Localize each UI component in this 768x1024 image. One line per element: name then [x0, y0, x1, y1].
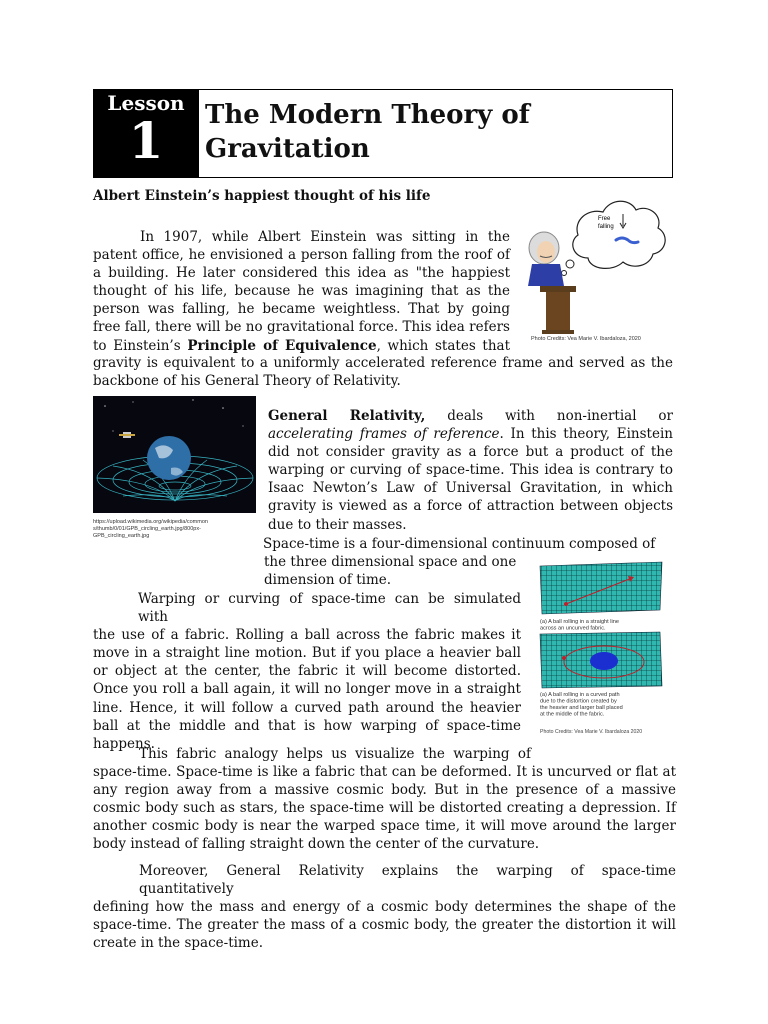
fabric-caption-b-line-1: (a) A ball rolling in a curved path [540, 692, 620, 698]
p1-line-3: a building. He later considered this idea as "the happiest [93, 265, 510, 282]
title-box [199, 89, 673, 178]
earth-caption-line-1: https://upload.wikimedia.org/wikipedia/common [93, 519, 208, 525]
einstein-illustration [518, 190, 678, 350]
paragraph-quantitative [93, 862, 676, 952]
p4-line-1: Warping or curving of space-time can be simulated with [138, 591, 521, 626]
p2-line-1 [268, 407, 673, 425]
p1-line-6: free fall, there will be no gravitational force. This idea refers [93, 319, 510, 336]
fabric-caption-b-line-4: at the middle of the fabric. [540, 711, 605, 718]
paragraph-fabric-analogy [93, 745, 676, 854]
einstein-thought-figure [518, 190, 678, 350]
p5-line-1: This fabric analogy helps us visualize the warping of [139, 746, 531, 762]
p4-line-7: ball at the middle and that is how warping of space-time [93, 717, 521, 734]
earth-image-caption [93, 519, 263, 540]
title-line-2: Gravitation [205, 134, 370, 164]
p1-line-7-pre: to Einstein’s [93, 337, 188, 354]
title-line-1: The Modern Theory of [205, 100, 530, 130]
fabric-caption-b-line-3: the heavier and larger ball placed [540, 705, 623, 711]
p6-line-2: defining how the mass and energy of a cosmic body determines the shape of the [93, 899, 676, 916]
p2-line-1-rest: deals with non-inertial or [425, 408, 673, 424]
lesson-number: 1 [128, 111, 164, 170]
p1-line-5: person was falling, he became weightless. That by going [93, 301, 510, 318]
p1-line-9: backbone of his General Theory of Relativity. [93, 373, 401, 390]
p4-line-2: the use of a fabric. Rolling a ball across the fabric makes it [93, 627, 521, 644]
fabric-caption-b-line-2: due to the distortion created by [540, 698, 617, 705]
p1-line-7 [93, 337, 510, 355]
p2-line-2-rest: . In this theory, Einstein [499, 426, 673, 443]
earth-warp-illustration [93, 396, 256, 513]
p2-line-5: Isaac Newton’s Law of Universal Gravitation, in which [268, 480, 673, 497]
section-heading: Albert Einstein’s happiest thought of his life [93, 188, 431, 204]
paragraph-fabric-simulation [93, 590, 521, 753]
lesson-label-box [93, 89, 199, 178]
bubble-text-free: Free [598, 216, 611, 222]
paragraph-general-relativity [268, 407, 673, 534]
p3-line-2: the three dimensional space and one [264, 554, 517, 571]
general-relativity-term: General Relativity, [268, 408, 426, 424]
fabric-caption-a-line-1: (a) A ball rolling in a straight line [540, 619, 619, 625]
p4-line-4: or object at the center, the fabric it will become distorted. [93, 663, 521, 680]
p1-line-7-post: , which states that [376, 337, 511, 354]
p4-line-6: line. Hence, it will follow a curved path around the heavier [93, 699, 521, 716]
p6-line-3: space-time. The greater the mass of a cosmic body, the greater the distortion it will [93, 917, 676, 934]
paragraph-einstein-tail [93, 354, 673, 390]
p2-line-3: did not consider gravity as a force but a product of the [268, 444, 673, 461]
p3-line-3: dimension of time. [264, 572, 392, 589]
p6-line-1: Moreover, General Relativity explains the warping of space-time quantitatively [139, 863, 676, 898]
p2-line-7: due to their masses. [268, 516, 407, 533]
earth-spacetime-image [93, 396, 256, 513]
p1-line-1: In 1907, while Albert Einstein was sitting in the [140, 229, 510, 245]
p1-line-2: patent office, he envisioned a person falling from the roof of [93, 247, 510, 264]
earth-caption-line-3: GPB_circling_earth.jpg [93, 533, 150, 539]
einstein-photo-credit: Photo Credits: Vea Marie V. Ibardaloza, 2020 [531, 336, 641, 342]
earth-caption-line-2: s/thumb/0/01/GPB_circling_earth.jpg/800px- [93, 526, 201, 532]
p6-line-4: create in the space-time. [93, 935, 264, 952]
p2-line-6: gravity is viewed as a force of attraction between objects [268, 498, 673, 515]
principle-of-equivalence: Principle of Equivalence [187, 337, 377, 354]
p2-line-4: warping or curving of space-time. This idea is contrary to [268, 462, 673, 479]
p2-line-2 [268, 425, 673, 443]
p5-line-5: another cosmic body is near the warped space time, it will move around the larger [93, 818, 676, 835]
p1-line-8: gravity is equivalent to a uniformly accelerated reference frame and served as the [93, 355, 673, 371]
p4-line-5: Once you roll a ball again, it will no longer move in a straight [93, 681, 521, 698]
lesson-word: Lesson [107, 91, 185, 115]
accelerating-frames-term: accelerating frames of reference [268, 426, 500, 443]
fabric-illustration [536, 560, 666, 740]
fabric-caption-a-line-2: across an uncurved fabric. [540, 625, 606, 632]
p4-line-3: move in a straight line motion. But if you place a heavier ball [93, 645, 521, 662]
p4-line-8: happens. [93, 735, 155, 752]
fabric-photo-credit: Photo Credits: Vea Marie V. Ibardaloza 2020 [540, 729, 643, 735]
fabric-analogy-figure [536, 560, 666, 740]
p5-line-3: any region away from a massive cosmic body. But in the presence of a massive [93, 782, 676, 799]
bubble-text-falling: falling [598, 224, 614, 230]
p5-line-6: body instead of falling straight down the center of the curvature. [93, 836, 540, 853]
p5-line-4: cosmic body such as stars, the space-time will be distorted creating a depression. If [93, 800, 676, 817]
p3-line-1: Space-time is a four-dimensional continuum composed of [263, 536, 656, 552]
paragraph-einstein-intro [93, 228, 510, 355]
page-title [205, 98, 665, 166]
p1-line-4: thought of his life, because he was imagining that as the [93, 283, 510, 300]
p5-line-2: space-time. Space-time is like a fabric that can be deformed. It is uncurved or flat at [93, 764, 676, 781]
